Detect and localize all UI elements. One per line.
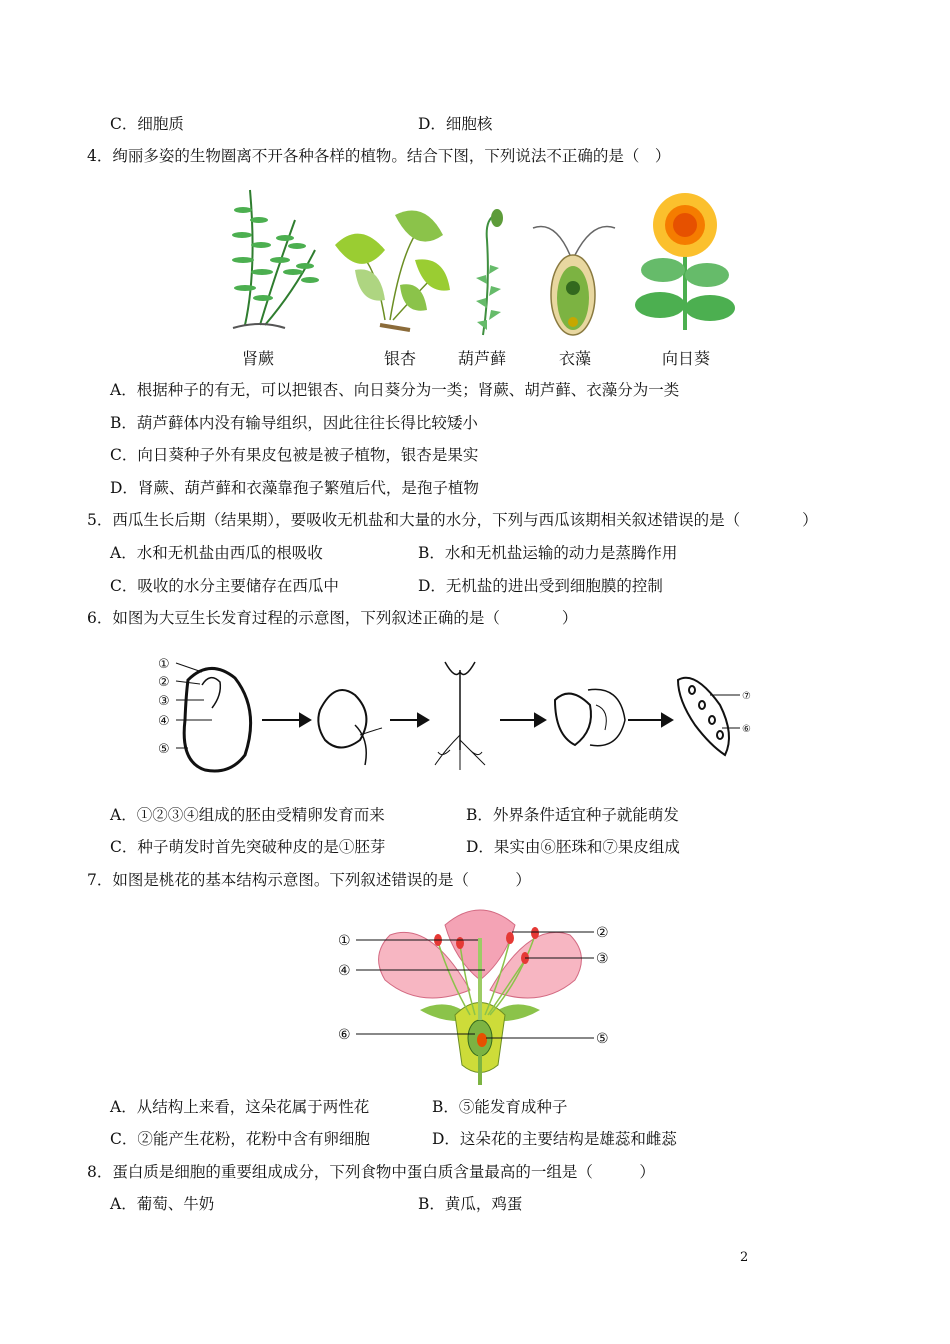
q6-option-c: C．种子萌发时首先突破种皮的是①胚芽	[110, 838, 386, 856]
caption-fern: 肾蕨	[242, 349, 275, 368]
q3-option-d: D．细胞核	[418, 115, 493, 133]
q5-option-a: A．水和无机盐由西瓜的根吸收	[110, 544, 323, 562]
ginkgo-illustration	[335, 211, 450, 331]
q6-option-a: A．①②③④组成的胚由受精卵发育而来	[110, 806, 385, 824]
fern-illustration	[232, 190, 319, 328]
q7-label-3: ③	[596, 951, 609, 967]
q7-label-2: ②	[596, 925, 609, 941]
q7-stem: 7．如图是桃花的基本结构示意图。下列叙述错误的是（ ）	[87, 871, 531, 889]
q7-option-c: C．②能产生花粉，花粉中含有卵细胞	[110, 1130, 370, 1148]
q4-option-c: C．向日葵种子外有果皮包被是被子植物，银杏是果实	[110, 446, 479, 464]
q3-option-c: C．细胞质	[110, 115, 184, 133]
q6-label-6: ⑥	[742, 724, 751, 735]
q7-label-5: ⑤	[596, 1031, 609, 1047]
caption-chlamydomonas: 衣藻	[559, 349, 592, 368]
q7-option-b: B．⑤能发育成种子	[432, 1098, 568, 1116]
q4-option-a: A．根据种子的有无，可以把银杏、向日葵分为一类；肾蕨、胡芦藓、衣藻分为一类	[110, 381, 680, 399]
q6-stem: 6．如图为大豆生长发育过程的示意图，下列叙述正确的是（ ）	[87, 609, 578, 627]
q7-label-1: ①	[338, 933, 351, 949]
q7-label-4: ④	[338, 963, 351, 979]
q4-option-b: B．葫芦藓体内没有输导组织，因此往往长得比较矮小	[110, 414, 478, 432]
q8-stem: 8．蛋白质是细胞的重要组成成分，下列食物中蛋白质含量最高的一组是（ ）	[87, 1163, 655, 1181]
q5-option-c: C．吸收的水分主要储存在西瓜中	[110, 577, 339, 595]
q6-label-7: ⑦	[742, 691, 751, 702]
moss-illustration	[476, 209, 503, 335]
q6-label-2: ②	[158, 675, 170, 690]
q6-label-5: ⑤	[158, 742, 170, 757]
q8-option-a: A．葡萄、牛奶	[110, 1195, 215, 1213]
q4-option-d: D．肾蕨、葫芦藓和衣藻靠孢子繁殖后代，是孢子植物	[110, 479, 479, 497]
caption-ginkgo: 银杏	[384, 349, 417, 368]
q6-option-b: B．外界条件适宜种子就能萌发	[466, 806, 679, 824]
q7-option-d: D．这朵花的主要结构是雄蕊和雌蕊	[432, 1130, 677, 1148]
q4-stem: 4．绚丽多姿的生物圈离不开各种各样的植物。结合下图，下列说法不正确的是（ ）	[87, 147, 671, 165]
q7-label-6: ⑥	[338, 1027, 351, 1043]
q7-peach-flower-figure	[330, 900, 630, 1085]
q6-soybean-growth-figure	[150, 650, 760, 780]
q6-label-1: ①	[158, 657, 170, 672]
q6-label-3: ③	[158, 694, 170, 709]
q6-label-4: ④	[158, 714, 170, 729]
q5-option-b: B．水和无机盐运输的动力是蒸腾作用	[418, 544, 678, 562]
q5-stem: 5．西瓜生长后期（结果期），要吸收无机盐和大量的水分，下列与西瓜该期相关叙述错误的是（ ）	[87, 511, 818, 529]
caption-sunflower: 向日葵	[662, 349, 711, 368]
chlamydomonas-illustration	[533, 227, 615, 335]
caption-moss: 葫芦藓	[458, 349, 507, 368]
q6-option-d: D．果实由⑥胚珠和⑦果皮组成	[466, 838, 680, 856]
q7-option-a: A．从结构上来看，这朵花属于两性花	[110, 1098, 370, 1116]
q8-option-b: B．黄瓜，鸡蛋	[418, 1195, 523, 1213]
q5-option-d: D．无机盐的进出受到细胞膜的控制	[418, 577, 663, 595]
q4-plants-figure	[215, 180, 735, 370]
page-number: 2	[740, 1250, 749, 1265]
sunflower-illustration	[635, 193, 735, 330]
